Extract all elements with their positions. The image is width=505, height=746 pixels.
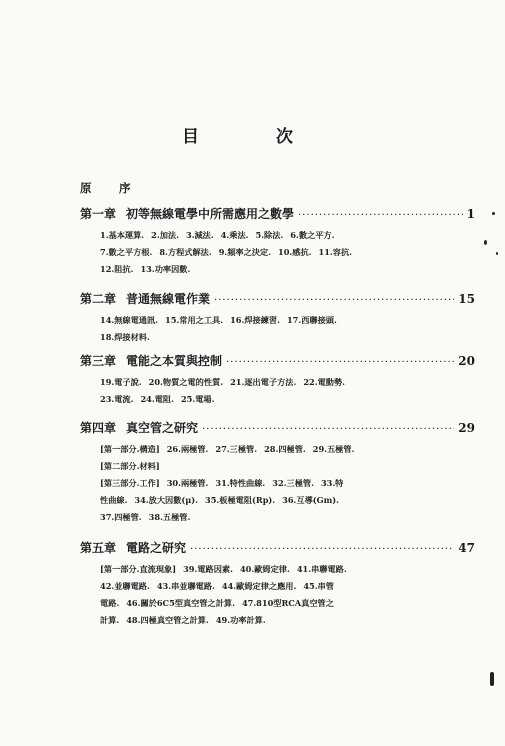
- section-item: 28.四極管.: [264, 444, 306, 454]
- section-item: 6.數之平方.: [290, 230, 335, 240]
- dot-leader: [202, 424, 454, 435]
- section-item: 14.無線電通訊.: [100, 315, 159, 325]
- section-item: 33.特: [320, 478, 344, 488]
- preface-entry: 原 序: [80, 181, 139, 195]
- chapter-number: 第五章: [80, 541, 117, 555]
- chapter-title: 電能之本質與控制: [126, 354, 223, 368]
- section-item: 16.焊接練習.: [230, 315, 280, 325]
- section-item: 23.電流.: [100, 394, 134, 404]
- chapter-entry: [80, 352, 475, 408]
- section-item: 25.電場.: [180, 394, 215, 404]
- chapter-entry: [80, 419, 475, 526]
- section-item: 35.板極電阻(Rp).: [205, 495, 276, 505]
- section-item: 11.容抗.: [318, 247, 352, 257]
- chapter-title: 電路之研究: [126, 541, 187, 555]
- section-line: [100, 312, 475, 329]
- section-line: [100, 441, 475, 458]
- section-item: 性曲線.: [100, 495, 128, 505]
- section-item: 7.數之平方根.: [100, 247, 153, 257]
- chapter-number: 第一章: [80, 207, 117, 221]
- section-item: 18.焊接材料.: [100, 332, 150, 342]
- chapter-title: 普通無線電作業: [126, 292, 211, 306]
- section-list: [80, 441, 475, 526]
- chapter-number: 第三章: [80, 354, 117, 368]
- section-item: 48.四極真空管之計算.: [126, 615, 209, 625]
- chapter-entry: [80, 205, 475, 278]
- section-item: 32.三極管.: [272, 478, 314, 488]
- section-item: 29.五極管.: [312, 444, 355, 454]
- chapter-number: 第四章: [80, 421, 117, 435]
- chapter-page-number: 1: [466, 207, 475, 221]
- chapter-page-number: 15: [458, 292, 475, 306]
- section-item: 31.特性曲線.: [215, 478, 266, 488]
- section-list: [80, 227, 475, 278]
- section-line: [100, 374, 475, 391]
- section-line: [100, 391, 475, 408]
- section-item: [第一部分.直流現象]: [100, 564, 177, 574]
- chapter-entry: [80, 539, 475, 629]
- section-item: 47.810型RCA真空管之: [241, 598, 334, 608]
- section-item: 計算.: [100, 615, 120, 625]
- dot-leader: [226, 357, 454, 368]
- section-item: 19.電子說.: [100, 377, 142, 387]
- section-item: [第二部分.材料]: [100, 461, 160, 471]
- section-item: 4.乘法.: [220, 230, 249, 240]
- section-line: [100, 492, 475, 509]
- section-item: 5.除法.: [255, 230, 284, 240]
- chapter-title: 初等無線電學中所需應用之數學: [126, 207, 295, 221]
- section-line: [100, 561, 475, 578]
- section-item: 9.頻率之決定.: [218, 247, 272, 257]
- section-line: [100, 612, 475, 629]
- section-item: 1.基本運算.: [100, 230, 145, 240]
- section-item: 40.歐姆定律.: [239, 564, 290, 574]
- section-item: 電路.: [100, 598, 120, 608]
- section-item: 13.功率因數.: [140, 264, 191, 274]
- chapter-page-number: 20: [458, 354, 475, 368]
- section-item: 37.四極管.: [100, 512, 142, 522]
- scan-speck: [496, 252, 498, 255]
- section-list: [80, 312, 475, 346]
- scan-speck: [492, 212, 495, 215]
- section-item: 42.並聯電路.: [100, 581, 150, 591]
- chapter-number: 第二章: [80, 292, 117, 306]
- section-item: 46.關於6C5型真空管之計算.: [126, 598, 235, 608]
- chapter-page-number: 47: [458, 541, 475, 555]
- section-item: 24.電阻.: [140, 394, 174, 404]
- section-item: 45.串管: [303, 581, 334, 591]
- section-item: 43.串並聯電路.: [156, 581, 215, 591]
- section-item: 22.電動勢.: [303, 377, 345, 387]
- section-item: 44.歐姆定律之應用.: [221, 581, 297, 591]
- section-item: 36.互導(Gm).: [282, 495, 340, 505]
- section-item: 8.方程式解法.: [159, 247, 212, 257]
- section-item: 49.功率計算.: [215, 615, 266, 625]
- section-item: 41.串聯電路.: [296, 564, 347, 574]
- chapter-heading: [80, 205, 475, 222]
- section-list: [80, 374, 475, 408]
- section-item: 26.兩極管.: [166, 444, 209, 454]
- chapter-page-number: 29: [458, 421, 475, 435]
- page-title: 目 次: [182, 127, 323, 147]
- scan-speck: [490, 672, 494, 686]
- section-line: [100, 244, 475, 261]
- chapter-heading: [80, 419, 475, 436]
- section-list: [80, 561, 475, 629]
- section-line: [100, 595, 475, 612]
- section-item: 3.減法.: [185, 230, 214, 240]
- chapter-heading: [80, 352, 475, 369]
- section-item: [第一部分.構造]: [100, 444, 160, 454]
- section-item: 10.感抗.: [278, 247, 312, 257]
- section-item: 12.阻抗.: [100, 264, 134, 274]
- section-item: 34.放大因數(μ).: [134, 495, 199, 505]
- section-line: [100, 578, 475, 595]
- section-item: [第三部分.工作]: [100, 478, 160, 488]
- section-item: 20.物質之電的性質.: [148, 377, 224, 387]
- section-item: 21.逐出電子方法.: [230, 377, 297, 387]
- scan-speck: [484, 240, 487, 245]
- section-item: 39.電路因素.: [183, 564, 233, 574]
- section-item: 2.加法.: [151, 230, 179, 240]
- section-item: 27.三極管.: [215, 444, 258, 454]
- section-item: 17.西聯接頭.: [286, 315, 337, 325]
- dot-leader: [190, 544, 454, 555]
- section-item: 38.五極管.: [148, 512, 191, 522]
- dot-leader: [214, 295, 454, 306]
- section-line: [100, 509, 475, 526]
- section-line: [100, 475, 475, 492]
- chapter-heading: [80, 290, 475, 307]
- section-item: 30.兩極管.: [166, 478, 209, 488]
- section-line: [100, 329, 475, 346]
- section-line: [100, 227, 475, 244]
- section-item: 15.常用之工具.: [165, 315, 224, 325]
- section-line: [100, 261, 475, 278]
- chapter-title: 真空管之研究: [126, 421, 199, 435]
- section-line: [100, 458, 475, 475]
- chapter-heading: [80, 539, 475, 556]
- chapter-entry: [80, 290, 475, 346]
- dot-leader: [298, 210, 463, 221]
